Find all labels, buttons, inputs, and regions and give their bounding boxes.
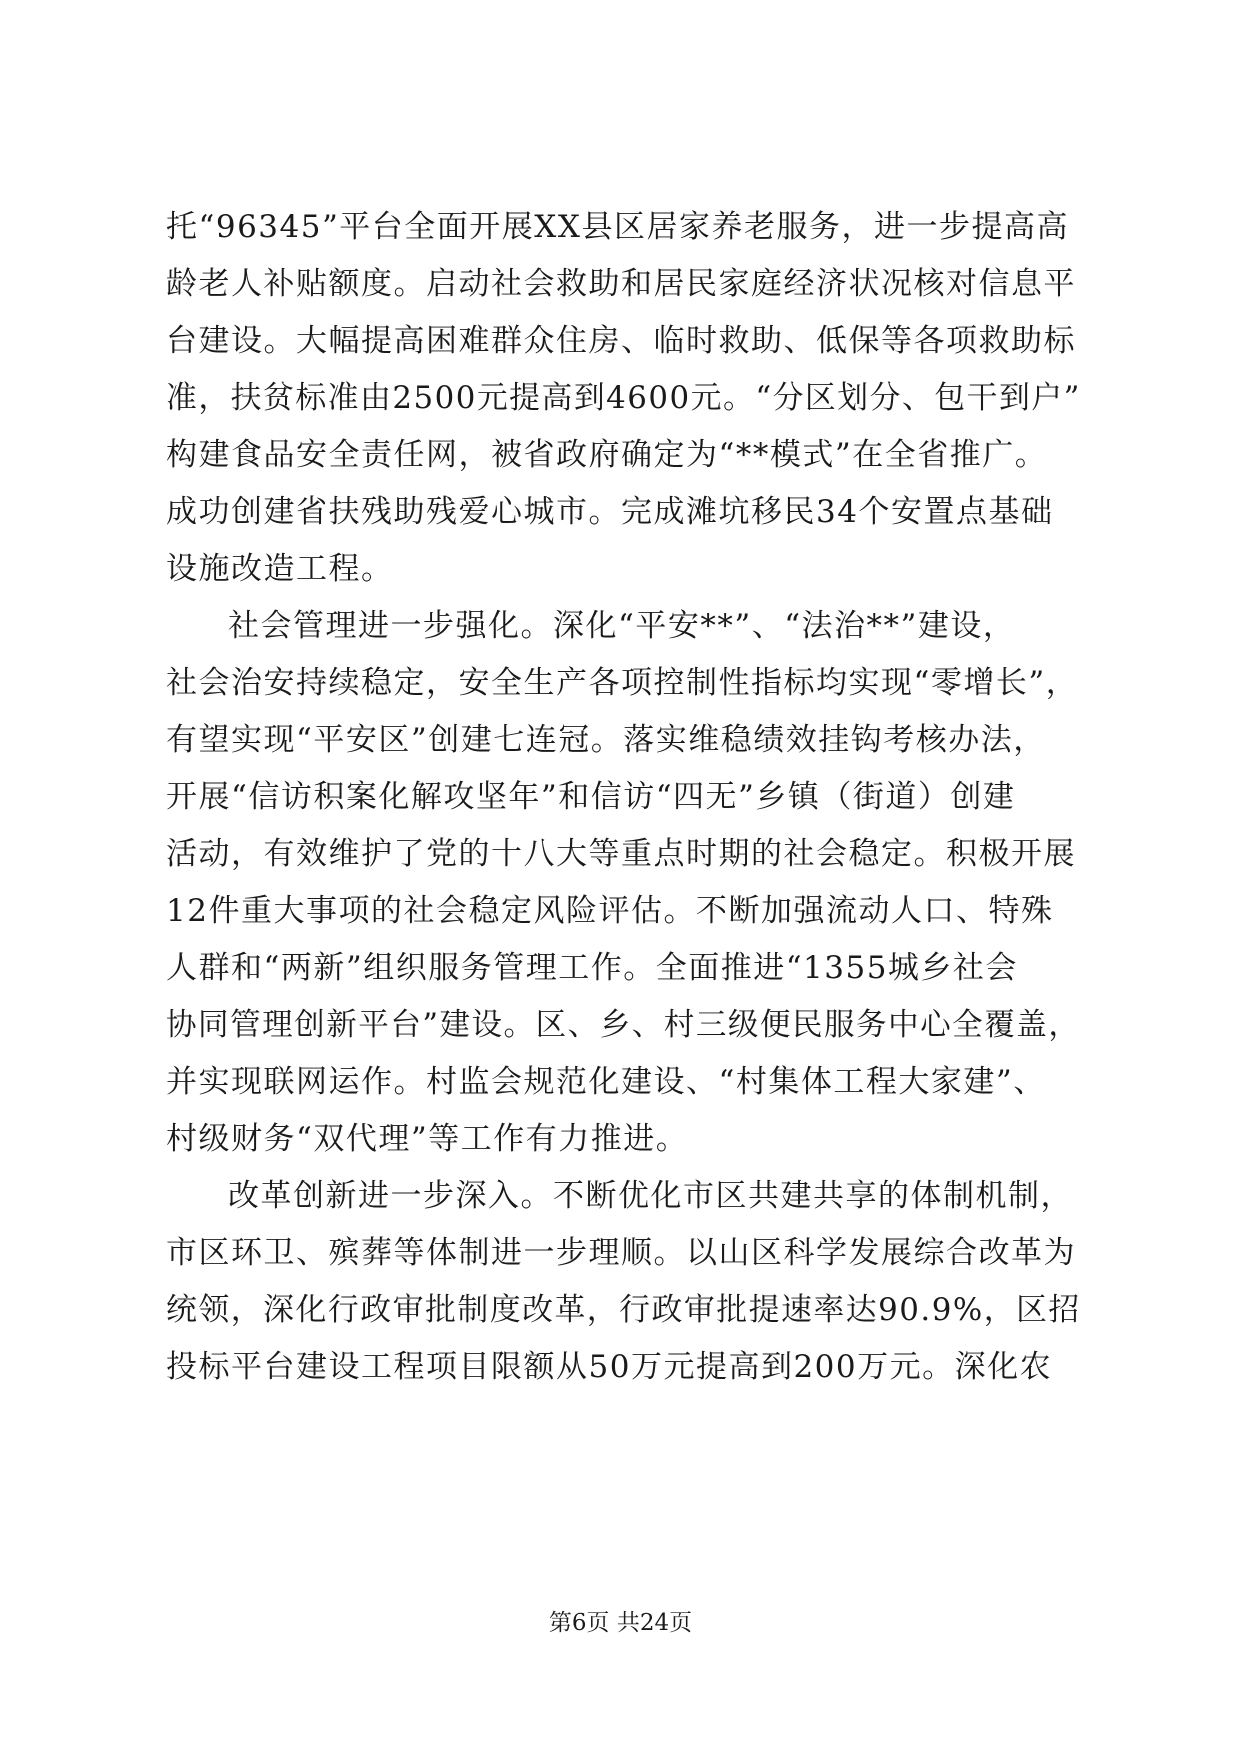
body-text-line: 投标平台建设工程项目限额从50万元提高到200万元。深化农 bbox=[166, 1349, 1053, 1385]
body-text-line: 龄老人补贴额度。启动社会救助和居民家庭经济状况核对信息平 bbox=[166, 266, 1076, 302]
body-text-line: 社会治安持续稳定，安全生产各项控制性指标均实现“零增长”， bbox=[166, 665, 1079, 701]
body-text-line: 12件重大事项的社会稳定风险评估。不断加强流动人口、特殊 bbox=[166, 893, 1054, 929]
paragraph-first-line: 社会管理进一步强化。深化“平安**”、“法治**”建设， bbox=[228, 608, 1016, 644]
body-text-line: 统领，深化行政审批制度改革，行政审批提速率达90.9%，区招 bbox=[166, 1292, 1081, 1328]
body-text-line: 人群和“两新”组织服务管理工作。全面推进“1355城乡社会 bbox=[166, 950, 1018, 986]
body-text-line: 市区环卫、殡葬等体制进一步理顺。以山区科学发展综合改革为 bbox=[166, 1235, 1076, 1271]
body-text-line: 并实现联网运作。村监会规范化建设、“村集体工程大家建”、 bbox=[166, 1064, 1046, 1100]
body-text-line: 村级财务“双代理”等工作有力推进。 bbox=[166, 1121, 689, 1157]
body-text-line: 协同管理创新平台”建设。区、乡、村三级便民服务中心全覆盖， bbox=[166, 1007, 1081, 1043]
body-text-line: 成功创建省扶残助残爱心城市。完成滩坑移民34个安置点基础 bbox=[166, 494, 1054, 530]
paragraph-first-line: 改革创新进一步深入。不断优化市区共建共享的体制机制， bbox=[228, 1178, 1073, 1214]
body-text-line: 准，扶贫标准由2500元提高到4600元。“分区划分、包干到户” bbox=[166, 380, 1081, 416]
body-text-line: 托“96345”平台全面开展XX县区居家养老服务，进一步提高高 bbox=[166, 209, 1069, 245]
body-text-line: 有望实现“平安区”创建七连冠。落实维稳绩效挂钩考核办法， bbox=[166, 722, 1046, 758]
page-footer: 第6页 共24页 bbox=[548, 1610, 693, 1636]
body-text-line: 台建设。大幅提高困难群众住房、临时救助、低保等各项救助标 bbox=[166, 323, 1076, 359]
body-text-line: 开展“信访积案化解攻坚年”和信访“四无”乡镇（街道）创建 bbox=[166, 779, 1016, 815]
body-text-line: 构建食品安全责任网，被省政府确定为“**模式”在全省推广。 bbox=[166, 437, 1048, 473]
body-text-line: 设施改造工程。 bbox=[166, 551, 394, 587]
body-text-line: 活动，有效维护了党的十八大等重点时期的社会稳定。积极开展 bbox=[166, 836, 1076, 872]
